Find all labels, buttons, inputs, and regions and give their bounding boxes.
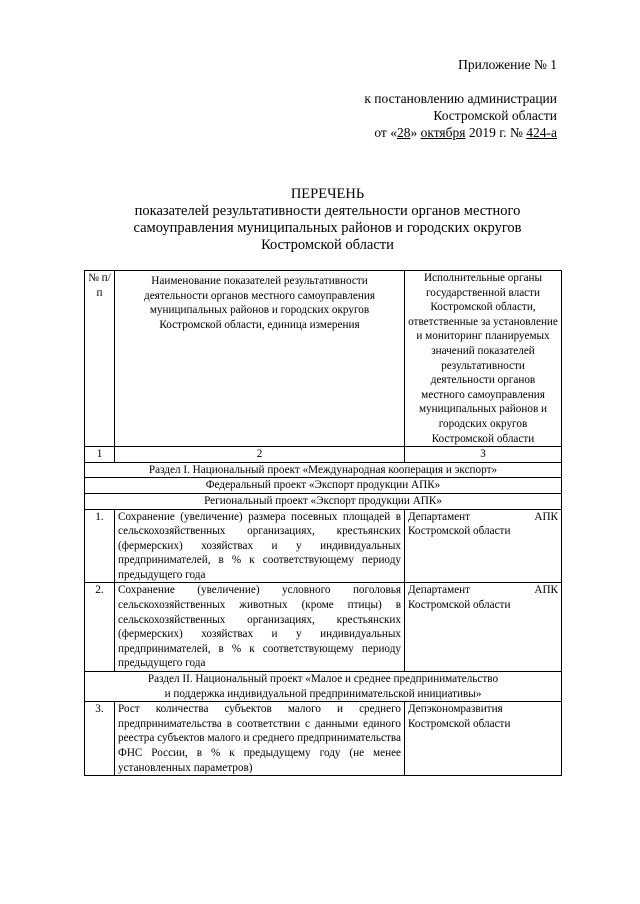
row-number: 3.	[85, 702, 115, 776]
row-number: 1.	[85, 509, 115, 583]
decree-day: 28	[396, 125, 411, 140]
table-row	[85, 702, 562, 776]
responsible-body: Департамент АПК Костромской области	[405, 509, 562, 583]
appendix-header	[300, 56, 557, 141]
title-word: ПЕРЕЧЕНЬ	[290, 186, 365, 202]
section-row	[85, 478, 562, 494]
decree-month: октября	[420, 125, 466, 140]
header-indicator-name: Наименование показателей результативности деятельности органов местного самоуправления муниципальных районов и городских округов Костромской области, единица измерения	[115, 271, 405, 447]
indicator-text: Сохранение (увеличение) размера посевных площадей в сельскохозяйственных организациях, крестьянских (фермерских) хозяйствах и у индивидуальных предпринимателей, в % к соответствующему периоду предыдущего года	[115, 509, 405, 583]
federal-project-title: Федеральный проект «Экспорт продукции АПК»	[85, 478, 562, 494]
table-row	[85, 509, 562, 583]
decree-number: 424-а	[526, 125, 557, 140]
title-line-1: показателей результативности деятельности органов местного	[134, 203, 521, 219]
column-number-1: 1	[85, 447, 115, 463]
decree-date-line: от «28» октября 2019 г. № 424-а	[374, 125, 557, 140]
indicators-table	[84, 270, 562, 776]
decree-line-2: Костромской области	[433, 108, 557, 123]
section-row	[85, 672, 562, 702]
column-number-2: 2	[115, 447, 405, 463]
responsible-body: Депэкономразвития Костромской области	[405, 702, 562, 776]
table-row	[85, 583, 562, 672]
regional-project-title: Региональный проект «Экспорт продукции АПК»	[85, 493, 562, 509]
column-number-3: 3	[405, 447, 562, 463]
responsible-body: Департамент АПК Костромской области	[405, 583, 562, 672]
section-2-title: Раздел II. Национальный проект «Малое и среднее предпринимательство и поддержка индивидуальной предпринимательской инициативы»	[85, 672, 562, 702]
header-number: № п/п	[85, 271, 115, 447]
section-row	[85, 462, 562, 478]
column-numbers-row	[85, 447, 562, 463]
table-header-row	[85, 271, 562, 447]
indicator-text: Сохранение (увеличение) условного поголовья сельскохозяйственных животных (кроме птицы) в сельскохозяйственных организациях, крестьянских (фермерских) хозяйствах и у индивидуальных предпринимателей, в % к соответствующему периоду предыдущего года	[115, 583, 405, 672]
title-line-3: Костромской области	[261, 237, 394, 253]
section-row	[85, 493, 562, 509]
decree-line-1: к постановлению администрации	[364, 91, 557, 106]
indicator-text: Рост количества субъектов малого и среднего предпринимательства в соответствии с данными единого реестра субъектов малого и среднего предпринимательства ФНС России, в % к предыдущему году (не менее установленных параметров)	[115, 702, 405, 776]
header-responsible-bodies: Исполнительные органы государственной власти Костромской области, ответственные за установление и мониторинг планируемых значений показателей результативности деятельности органов местного самоуправления муниципальных районов и городских округов Костромской области	[405, 271, 562, 447]
appendix-label: Приложение № 1	[458, 57, 557, 72]
section-1-title: Раздел I. Национальный проект «Международная кооперация и экспорт»	[85, 462, 562, 478]
document-title	[100, 186, 555, 254]
row-number: 2.	[85, 583, 115, 672]
title-line-2: самоуправления муниципальных районов и городских округов	[133, 220, 522, 236]
